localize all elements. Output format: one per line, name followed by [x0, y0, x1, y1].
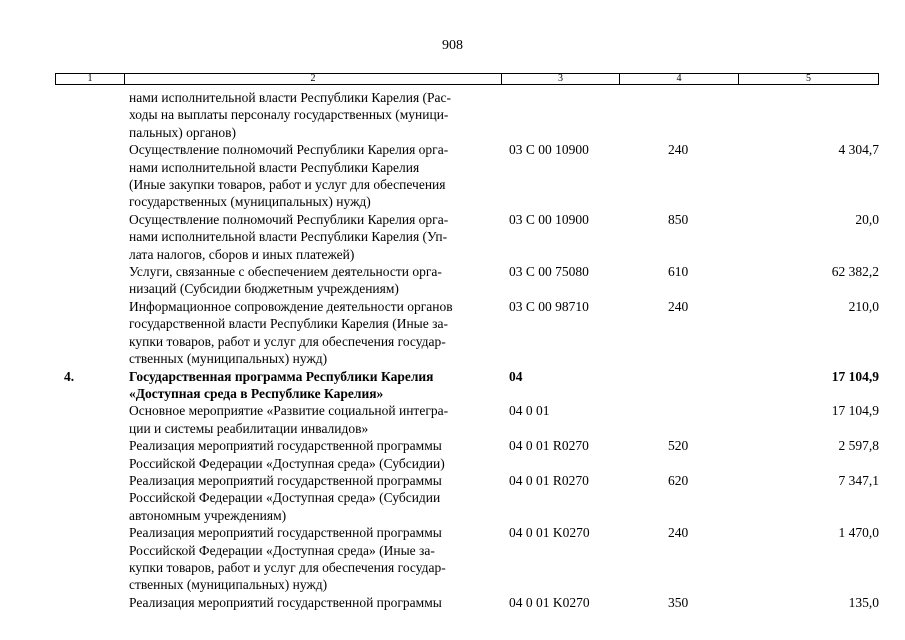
description-line: ходы на выплаты персоналу государственных (муници- [129, 107, 449, 123]
table-row [55, 437, 879, 472]
header-col-1: 1 [56, 74, 125, 84]
expense-type-code: 240 [668, 298, 689, 314]
amount: 4 304,7 [838, 142, 879, 158]
header-col-4: 4 [620, 74, 739, 84]
row-description [129, 472, 497, 524]
row-description [129, 594, 497, 611]
description-line: ции и системы реабилитации инвалидов» [129, 420, 369, 436]
row-description [129, 402, 497, 437]
expense-type-code: 350 [668, 594, 689, 610]
amount: 17 104,9 [831, 368, 879, 384]
target-article-code: 04 0 01 K0270 [509, 525, 590, 541]
amount: 1 470,0 [838, 525, 879, 541]
budget-table-body [55, 89, 879, 611]
target-article-code: 04 0 01 R0270 [509, 472, 589, 488]
expense-type-code: 610 [668, 264, 689, 280]
description-line: государственных (муниципальных) нужд) [129, 194, 371, 210]
expense-type-code: 520 [668, 438, 689, 454]
target-article-code: 03 С 00 10900 [509, 211, 589, 227]
row-description [129, 298, 497, 368]
description-line: государственной власти Республики Карелия (Иные за- [129, 316, 448, 332]
expense-type-code: 620 [668, 472, 689, 488]
description-line: ственных (муниципальных) нужд) [129, 351, 328, 367]
description-line: Услуги, связанные с обеспечением деятельности орга- [129, 264, 442, 280]
row-description [129, 437, 497, 472]
header-col-2: 2 [125, 74, 502, 84]
description-line: «Доступная среда в Республике Карелия» [129, 385, 384, 401]
description-line: Государственная программа Республики Карелия [129, 368, 434, 384]
target-article-code: 04 0 01 K0270 [509, 594, 590, 610]
target-article-code: 03 С 00 10900 [509, 142, 589, 158]
description-line: низаций (Субсидии бюджетным учреждениям) [129, 281, 399, 297]
amount: 7 347,1 [838, 472, 879, 488]
amount: 135,0 [848, 594, 879, 610]
expense-type-code: 240 [668, 525, 689, 541]
table-row [55, 211, 879, 263]
expense-type-code: 240 [668, 142, 689, 158]
description-line: Основное мероприятие «Развитие социальной интегра- [129, 403, 449, 419]
description-line: Осуществление полномочий Республики Карелия орга- [129, 211, 449, 227]
description-line: автономным учреждениям) [129, 507, 287, 523]
amount: 210,0 [848, 298, 879, 314]
target-article-code: 04 0 01 [509, 403, 550, 419]
expense-type-code: 850 [668, 211, 689, 227]
page-number: 908 [442, 38, 463, 53]
description-line: купки товаров, работ и услуг для обеспечения государ- [129, 333, 446, 349]
description-line: (Иные закупки товаров, работ и услуг для обеспечения [129, 177, 446, 193]
description-line: Реализация мероприятий государственной программы [129, 438, 442, 454]
row-description [129, 368, 497, 403]
table-row [55, 89, 879, 141]
target-article-code: 04 0 01 R0270 [509, 438, 589, 454]
description-line: купки товаров, работ и услуг для обеспечения государ- [129, 559, 446, 575]
description-line: пальных) органов) [129, 124, 237, 140]
header-col-3: 3 [502, 74, 620, 84]
description-line: Осуществление полномочий Республики Карелия орга- [129, 142, 449, 158]
table-row [55, 263, 879, 298]
table-row [55, 368, 879, 403]
description-line: нами исполнительной власти Республики Карелия [129, 159, 420, 175]
amount: 17 104,9 [831, 403, 879, 419]
description-line: нами исполнительной власти Республики Карелия (Уп- [129, 229, 448, 245]
table-row [55, 524, 879, 594]
row-description [129, 89, 497, 141]
description-line: Информационное сопровождение деятельности органов [129, 298, 453, 314]
amount: 20,0 [855, 211, 879, 227]
table-row [55, 472, 879, 524]
amount: 62 382,2 [831, 264, 879, 280]
table-row [55, 141, 879, 211]
description-line: Реализация мероприятий государственной программы [129, 525, 442, 541]
table-row [55, 298, 879, 368]
description-line: Российской Федерации «Доступная среда» (Субсидии) [129, 455, 445, 471]
row-description [129, 141, 497, 211]
target-article-code: 03 С 00 98710 [509, 298, 589, 314]
description-line: нами исполнительной власти Республики Карелия (Рас- [129, 90, 452, 105]
description-line: лата налогов, сборов и иных платежей) [129, 246, 355, 262]
row-description [129, 524, 497, 594]
description-line: Российской Федерации «Доступная среда» (Иные за- [129, 542, 435, 558]
row-description [129, 211, 497, 263]
description-line: Российской Федерации «Доступная среда» (Субсидии [129, 490, 441, 506]
description-line: ственных (муниципальных) нужд) [129, 577, 328, 593]
table-row [55, 402, 879, 437]
description-line: Реализация мероприятий государственной программы [129, 472, 442, 488]
target-article-code: 03 С 00 75080 [509, 264, 589, 280]
row-description [129, 263, 497, 298]
row-number: 4. [64, 368, 75, 384]
table-header [55, 73, 879, 85]
header-col-5: 5 [806, 73, 811, 84]
target-article-code: 04 [509, 368, 523, 384]
description-line: Реализация мероприятий государственной программы [129, 594, 442, 610]
amount: 2 597,8 [838, 438, 879, 454]
table-row [55, 594, 879, 611]
